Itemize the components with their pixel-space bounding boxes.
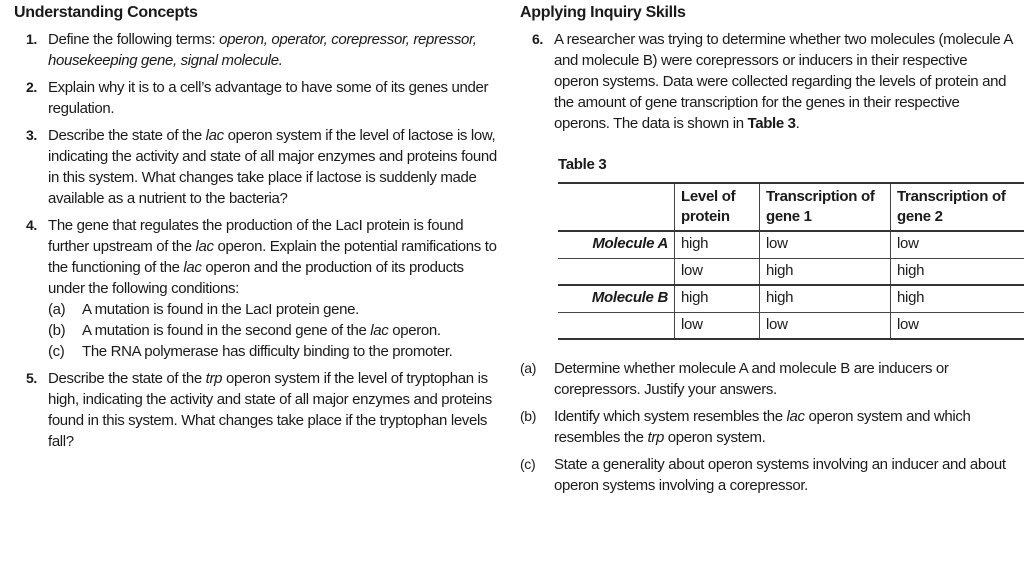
header-cell [558, 183, 675, 231]
table-title: Table 3 [558, 156, 607, 173]
table-row [558, 312, 1024, 339]
sub-label: (a) [520, 360, 537, 376]
table-cell: high [760, 258, 891, 285]
question-6: 6. A researcher was trying to determine whether two molecules (molecule A and molecule B) were corepressors or inducers in their respective operon systems. Data were collected regarding the levels of protein and the amount of gene transcription for the genes in their respective operons. The data is shown in Table 3. [532, 31, 1013, 132]
sub-label: (c) [520, 456, 536, 472]
question-3: 3. Describe the state of the lac operon system if the level of lactose is low, indicating the activity and state of all major enzymes and proteins found in this system. What changes take place if lactose is suddenly made available as a nutrient to the bacteria? [26, 127, 497, 207]
table-row [558, 285, 1024, 312]
question-number: 2. [26, 79, 37, 95]
table-cell: low [897, 315, 919, 333]
sub-question-b: (b) A mutation is found in the second gene of the lac operon. [48, 322, 441, 339]
question-number: 3. [26, 127, 37, 143]
table-cell: low [760, 312, 891, 339]
right-column [520, 4, 1015, 502]
row-label-cell: Molecule A [558, 231, 675, 258]
header-cell: Transcription of gene 2 [897, 188, 1006, 225]
sub-label: (b) [520, 408, 537, 424]
data-table [558, 182, 1024, 340]
row-label-cell: Molecule B [558, 285, 675, 312]
sub-question-c: (c) The RNA polymerase has difficulty binding to the promoter. [48, 343, 453, 360]
sub-question-b: (b) Identify which system resembles the lac operon system and which resembles the trp operon system. [520, 408, 971, 446]
table-cell: low [897, 235, 919, 252]
question-4: 4. The gene that regulates the production of the LacI protein is found further upstream of the lac operon. Explain the potential ramifications to the functioning of the lac operon and the production of its products under the following conditions: (a) A mutation is found in the LacI protein gene. (b) A mutation is found in the second gene of the lac operon. (c) The RNA polymerase has difficulty binding to the promoter. [14, 215, 500, 362]
table-cell: low [675, 258, 760, 285]
question-5: 5. Describe the state of the trp operon system if the level of tryptophan is high, indicating the activity and state of all major enzymes and proteins found in this system. What changes take place if the tryptophan levels fall? [26, 370, 492, 450]
table-cell: high [897, 261, 925, 279]
table-row [558, 258, 1024, 285]
question-number: 6. [532, 31, 543, 47]
table-cell: high [675, 285, 760, 312]
question-number: 5. [26, 370, 37, 386]
question-number: 1. [26, 31, 37, 47]
row-label-cell [558, 258, 675, 285]
sub-question-a: (a) Determine whether molecule A and molecule B are inducers or corepressors. Justify your answers. [520, 360, 949, 398]
question-number: 4. [26, 217, 37, 233]
table-reference: Table 3 [747, 115, 796, 132]
sub-question-a: (a) A mutation is found in the LacI protein gene. [48, 301, 359, 318]
table-cell: low [760, 231, 891, 258]
table-cell: high [675, 231, 760, 258]
question-1: 1. Define the following terms: operon, operator, corepressor, repressor, housekeeping gene, signal molecule. [26, 31, 477, 69]
left-column [14, 4, 500, 458]
header-cell: Level of protein [675, 183, 760, 231]
table-cell: high [897, 289, 925, 306]
question-2: 2. Explain why it is to a cell’s advantage to have some of its genes under regulation. [26, 79, 489, 117]
table-header-row [558, 183, 1024, 231]
sub-question-c: (c) State a generality about operon systems involving an inducer and about operon systems involving a corepressor. [520, 456, 1006, 494]
table-cell: low [675, 312, 760, 339]
row-label-cell [558, 312, 675, 339]
section-heading-understanding: Understanding Concepts [14, 4, 198, 21]
table-cell: high [760, 285, 891, 312]
table-row [558, 231, 1024, 258]
question-6-subparts [520, 358, 1015, 496]
section-heading-applying: Applying Inquiry Skills [520, 4, 686, 21]
header-cell: Transcription of gene 1 [760, 183, 891, 231]
terms-list: operon, operator, corepressor, repressor, housekeeping gene, signal molecule. [48, 31, 477, 69]
